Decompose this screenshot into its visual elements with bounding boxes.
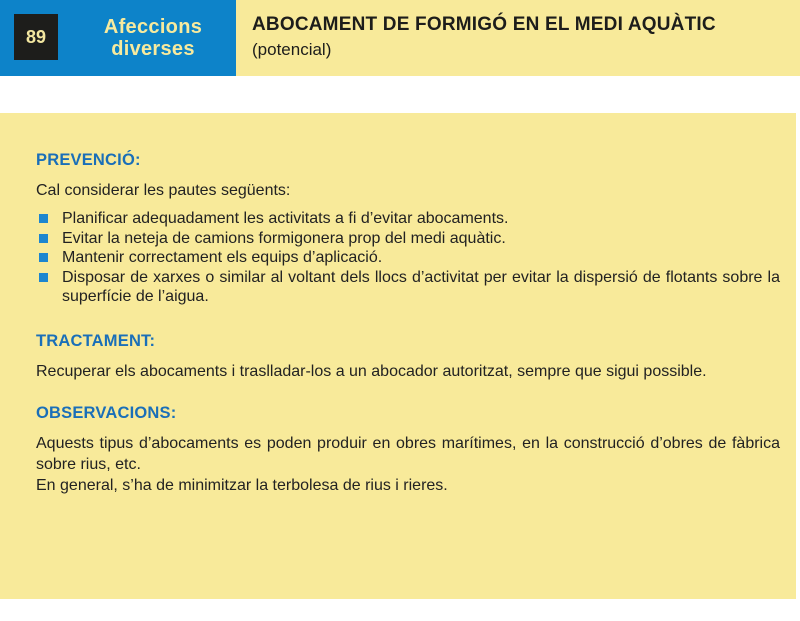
prevencio-list xyxy=(36,209,780,307)
list-item-text: Mantenir correctament els equips d’aplicació. xyxy=(62,249,383,266)
list-item xyxy=(36,209,780,229)
list-item xyxy=(36,248,780,268)
observacions-text-2: En general, s’ha de minimitzar la terbolesa de rius i rieres. xyxy=(36,476,448,494)
page-subtitle: (potencial) xyxy=(252,40,332,59)
section-heading-prevencio: PREVENCIÓ: xyxy=(36,151,141,169)
section-prevencio xyxy=(36,151,780,307)
page-header xyxy=(0,0,800,76)
square-bullet-icon xyxy=(39,253,48,262)
list-item xyxy=(36,268,780,307)
list-item-text: Disposar de xarxes o similar al voltant dels llocs d’activitat per evitar la dispersió de flotants sobre la superfície de l’aigua. xyxy=(62,268,780,305)
category-label-line1: Afeccions xyxy=(103,16,203,38)
tractament-text: Recuperar els abocaments i traslladar-los a un abocador autoritzat, sempre que sigui possible. xyxy=(36,362,707,380)
content-panel xyxy=(0,113,796,599)
section-observacions xyxy=(36,404,780,496)
list-item-text: Planificar adequadament les activitats a fi d’evitar abocaments. xyxy=(62,210,509,227)
square-bullet-icon xyxy=(39,273,48,282)
section-heading-tractament: TRACTAMENT: xyxy=(36,331,156,350)
sheet-number-box xyxy=(0,0,70,76)
title-box xyxy=(236,0,800,76)
square-bullet-icon xyxy=(39,234,48,243)
list-item-text: Evitar la neteja de camions formigonera prop del medi aquàtic. xyxy=(62,229,506,247)
page-title: ABOCAMENT DE FORMIGÓ EN EL MEDI AQUÀTIC xyxy=(252,14,716,35)
content-inner xyxy=(36,151,780,496)
category-label-line2: diverses xyxy=(111,38,195,60)
list-item xyxy=(36,229,780,249)
observacions-text-1: Aquests tipus d’abocaments es poden produir en obres marítimes, en la construcció d’obres de fàbrica sobre rius, etc. xyxy=(36,434,780,473)
category-box xyxy=(70,0,236,76)
section-tractament xyxy=(36,332,780,382)
prevencio-intro: Cal considerar les pautes següents: xyxy=(36,182,291,199)
section-heading-observacions: OBSERVACIONS: xyxy=(36,403,177,422)
sheet-number: 89 xyxy=(14,14,58,60)
square-bullet-icon xyxy=(39,214,48,223)
